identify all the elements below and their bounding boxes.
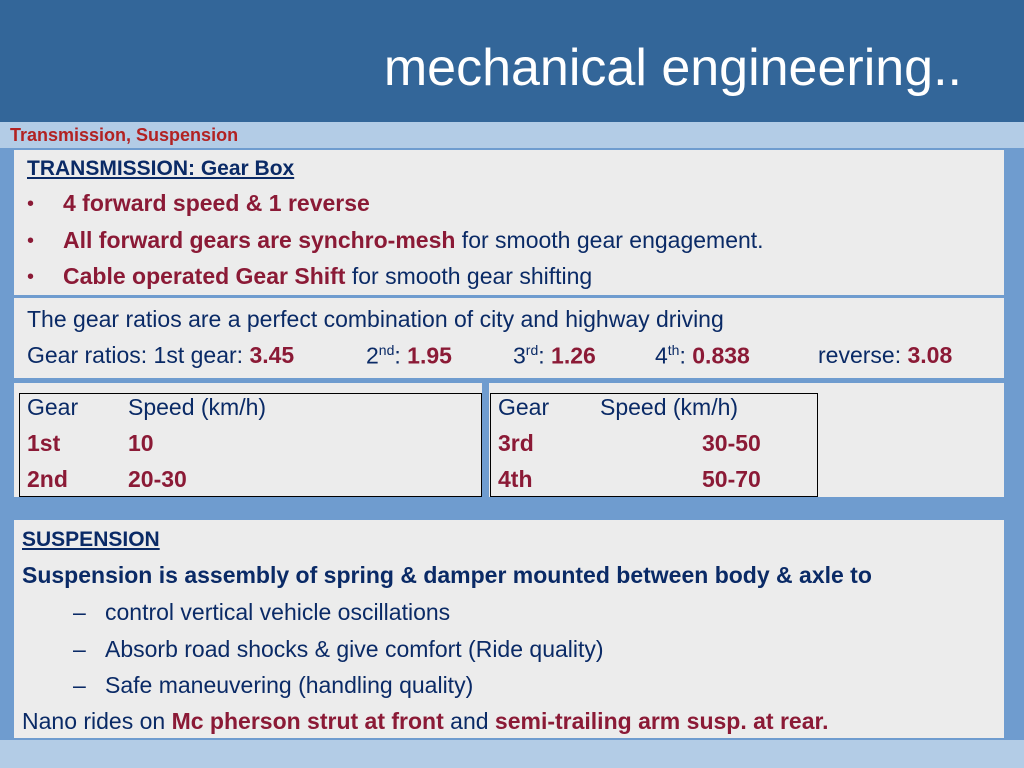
bullet-marker: • — [27, 230, 35, 252]
dash-marker: – — [73, 599, 86, 625]
bullet-rest-text: for smooth gear engagement. — [455, 227, 764, 253]
transmission-heading: TRANSMISSION: Gear Box — [27, 157, 295, 180]
gear-ratio-values — [27, 342, 294, 369]
suspension-point-text: Absorb road shocks & give comfort (Ride quality) — [105, 636, 604, 662]
third-prefix: 3 — [513, 342, 526, 369]
bullet-bold-text: 4 forward speed & 1 reverse — [63, 190, 370, 216]
second-colon: : — [394, 342, 408, 369]
dash-marker: – — [73, 672, 86, 698]
table-row-gear: 1st — [27, 430, 61, 456]
transmission-bullet-2 — [63, 227, 764, 254]
table-row-speed: 10 — [128, 430, 154, 456]
bullet-marker: • — [27, 266, 35, 288]
reverse-gear-ratio: 3.08 — [907, 342, 953, 368]
bullet-bold-text: Cable operated Gear Shift — [63, 263, 346, 289]
nano-prefix: Nano rides on — [22, 708, 172, 734]
suspension-point — [73, 599, 86, 626]
footer-bar — [0, 740, 1024, 768]
fourth-prefix: 4 — [655, 342, 668, 369]
third-gear-group — [513, 342, 596, 370]
second-gear-group — [366, 342, 452, 370]
suspension-definition: Suspension is assembly of spring & damper mounted between body & axle to — [22, 562, 872, 588]
third-gear-ratio: 1.26 — [551, 342, 596, 369]
third-sup: rd — [525, 342, 539, 358]
table-header-speed: Speed (km/h) — [128, 394, 267, 420]
second-gear-ratio: 1.95 — [407, 342, 452, 369]
dash-marker: – — [73, 636, 86, 662]
bullet-rest-text: for smooth gear shifting — [345, 263, 593, 289]
fourth-sup: th — [667, 342, 680, 358]
speed-table-right — [490, 393, 818, 497]
bullet-marker: • — [27, 193, 35, 215]
nano-mid: and — [443, 708, 495, 734]
suspension-point — [73, 672, 86, 699]
table-row-speed: 30-50 — [702, 430, 761, 456]
section-label: Transmission, Suspension — [10, 125, 239, 145]
table-row-gear: 2nd — [27, 466, 68, 492]
reverse-gear-group — [818, 342, 952, 369]
third-colon: : — [538, 342, 552, 369]
suspension-point — [73, 636, 86, 663]
table-row-speed: 20-30 — [128, 466, 187, 492]
suspension-point-text: Safe maneuvering (handling quality) — [105, 672, 474, 698]
fourth-gear-group — [655, 342, 750, 370]
suspension-heading: SUSPENSION — [22, 528, 160, 551]
second-sup: nd — [378, 342, 395, 358]
bullet-bold-text: All forward gears are synchro-mesh — [63, 227, 456, 253]
transmission-bullet-1 — [63, 190, 370, 217]
fourth-gear-ratio: 0.838 — [692, 342, 750, 369]
fourth-colon: : — [679, 342, 693, 369]
suspension-panel — [14, 520, 1004, 738]
table-header-gear: Gear — [498, 394, 550, 420]
nano-front: Mc pherson strut at front — [171, 708, 444, 734]
table-row-gear: 3rd — [498, 430, 534, 456]
reverse-label: reverse: — [818, 342, 908, 368]
gear-ratio-intro: The gear ratios are a perfect combination of city and highway driving — [27, 306, 724, 332]
second-prefix: 2 — [366, 342, 379, 369]
table-row-gear: 4th — [498, 466, 533, 492]
table-row-speed: 50-70 — [702, 466, 761, 492]
speed-table-left — [19, 393, 482, 497]
gear-ratio-label: Gear ratios: 1st gear: — [27, 342, 250, 368]
nano-rear: semi-trailing arm susp. at rear. — [494, 708, 829, 734]
first-gear-ratio: 3.45 — [249, 342, 295, 368]
suspension-point-text: control vertical vehicle oscillations — [105, 599, 451, 625]
table-header-speed: Speed (km/h) — [600, 394, 739, 420]
slide-title: mechanical engineering.. — [383, 39, 962, 97]
nano-suspension-line — [22, 708, 829, 735]
table-header-gear: Gear — [27, 394, 79, 420]
transmission-bullet-3 — [63, 263, 592, 290]
